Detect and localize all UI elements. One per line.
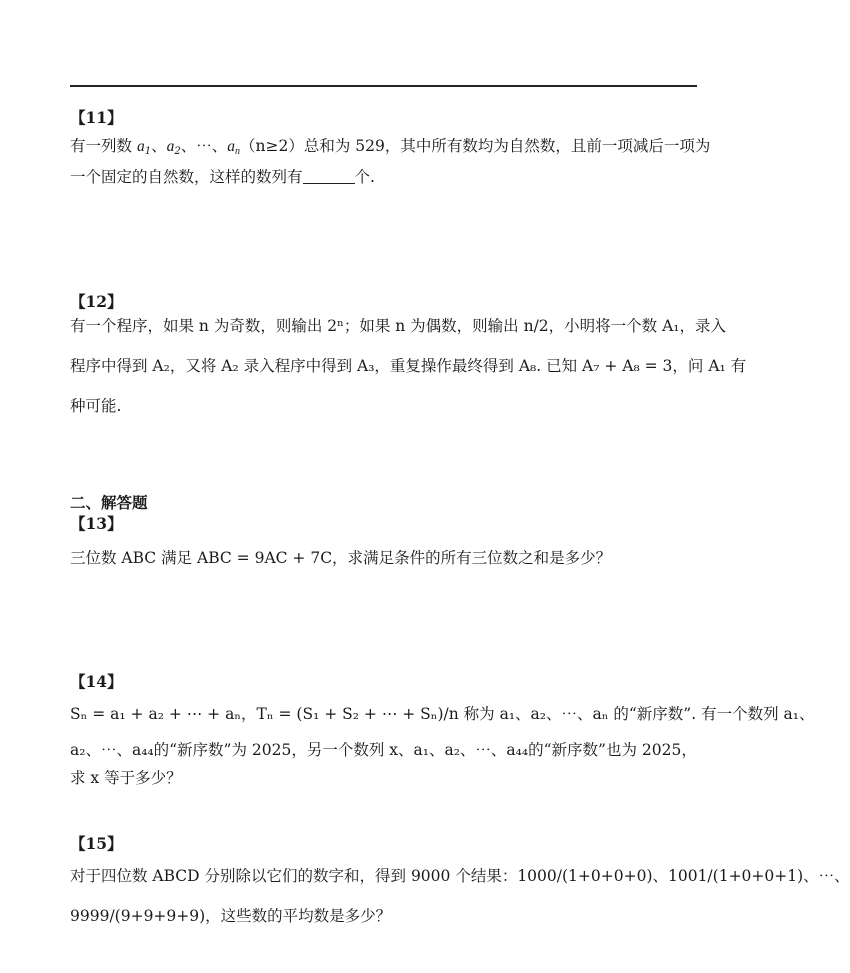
- question-text-line: 程序中得到 A₂，又将 A₂ 录入程序中得到 A₃，重复操作最终得到 A₈. 已知 A₇ + A₈ = 3，问 A₁ 有: [70, 357, 747, 375]
- question-text-line: 求 x 等于多少？: [70, 769, 182, 787]
- question-number: 【11】: [70, 108, 123, 127]
- question-number: 【15】: [70, 834, 123, 853]
- answer-blank[interactable]: [303, 183, 355, 184]
- question-text-line: 有一列数 $a_1$、$a_2$、⋯、$a_n(n\ge 2)$总和为 529，其中所有数均为自然数，且前一项减后一项为: [70, 137, 711, 157]
- question-text-line: 9999/(9+9+9+9)，这些数的平均数是多少？: [70, 907, 392, 925]
- question-text-line: 对于四位数 ABCD 分别除以它们的数字和，得到 9000 个结果：1000/(1+0+0+0)、1001/(1+0+0+1)、⋯、: [70, 867, 850, 885]
- question-12: [70, 290, 747, 416]
- section-heading: 二、解答题: [70, 493, 148, 512]
- question-text-line: 有一个程序，如果 n 为奇数，则输出 2ⁿ；如果 n 为偶数，则输出 n/2，小明将一个数 A₁，录入: [70, 317, 726, 335]
- question-14: [70, 670, 815, 788]
- question-number: 【13】: [70, 514, 123, 533]
- question-number: 【12】: [70, 292, 123, 311]
- question-13: [70, 512, 697, 568]
- question-text-line: 三位数 ABC 满足 ABC = 9AC + 7C，求满足条件的所有三位数之和是多少？: [70, 549, 612, 567]
- question-15: [70, 832, 850, 926]
- header-rule: [70, 85, 697, 87]
- question-text-line: a₂、⋯、a₄₄的“新序数”为 2025，另一个数列 x、a₁、a₂、⋯、a₄₄的“新序数”也为 2025，: [70, 741, 697, 759]
- question-number: 【14】: [70, 672, 123, 691]
- question-text-line: 种可能.: [70, 397, 122, 415]
- question-text-line: Sₙ = a₁ + a₂ + ⋯ + aₙ，Tₙ = (S₁ + S₂ + ⋯ + Sₙ)/n 称为 a₁、a₂、⋯、aₙ 的“新序数”. 有一个数列 a₁、: [70, 705, 815, 723]
- question-text-line: 一个固定的自然数，这样的数列有 个.: [70, 168, 375, 186]
- question-11: [70, 106, 711, 187]
